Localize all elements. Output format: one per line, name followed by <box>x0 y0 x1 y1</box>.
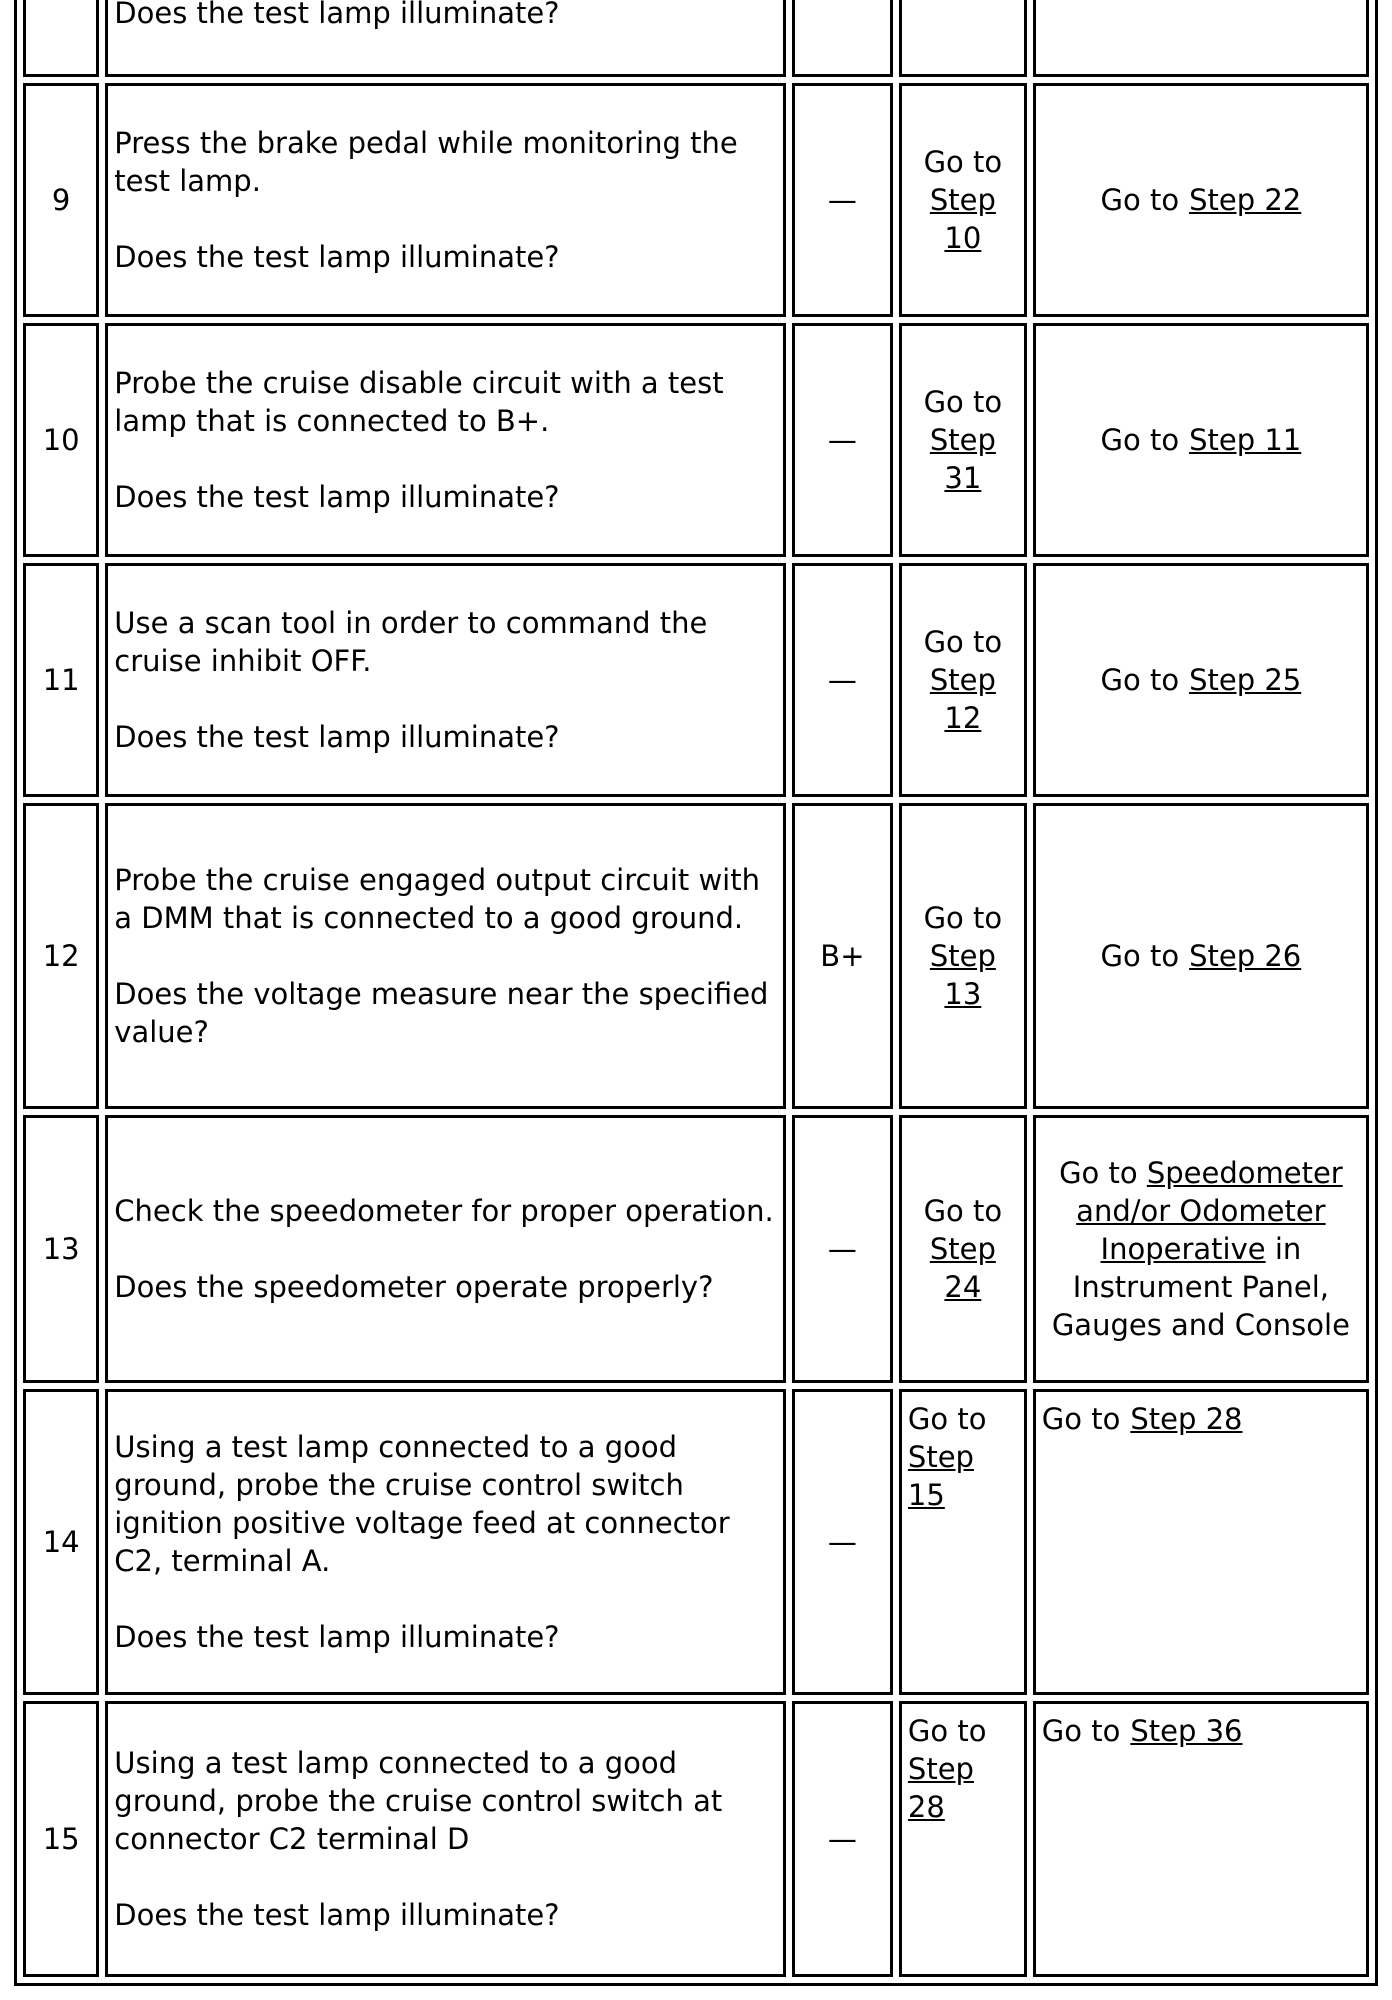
step-number: 10 <box>23 323 99 557</box>
value-cell: — <box>792 323 893 557</box>
no-prefix: Go to <box>1059 1156 1138 1190</box>
action-instruction: Using a test lamp connected to a good ground, probe the cruise control switch ignition positive voltage feed at connector C2, terminal A. <box>114 1430 730 1578</box>
yes-cell <box>899 563 1027 797</box>
yes-prefix: Go to <box>923 625 1003 659</box>
action-question: Does the test lamp illuminate? <box>114 0 560 30</box>
yes-prefix: Go to <box>923 1194 1003 1228</box>
yes-link[interactable]: Step 24 <box>929 1232 996 1304</box>
no-cell <box>1033 323 1369 557</box>
no-link[interactable]: Step 28 <box>1130 1402 1243 1436</box>
yes-prefix: Go to <box>907 1714 987 1748</box>
no-suffix: in Instrument Panel, Gauges and Console <box>1051 1232 1350 1342</box>
action-question: Does the test lamp illuminate? <box>114 720 560 754</box>
no-cell <box>1033 1389 1369 1695</box>
no-cell <box>1033 83 1369 317</box>
page <box>14 0 1378 2000</box>
no-link[interactable]: Step 11 <box>1189 423 1302 457</box>
yes-cell <box>899 1701 1027 1977</box>
step-action <box>105 0 786 77</box>
action-instruction: Using a test lamp connected to a good ground, probe the cruise control switch at connector C2 terminal D <box>114 1746 723 1856</box>
table-row <box>23 1701 1369 1977</box>
speedometer-odometer-link[interactable]: Speedometer and/or Odometer Inoperative <box>1076 1156 1343 1266</box>
yes-cell <box>899 1389 1027 1695</box>
step-number: 9 <box>23 83 99 317</box>
yes-cell <box>899 83 1027 317</box>
step-number: 11 <box>23 563 99 797</box>
no-prefix: Go to <box>1100 663 1180 697</box>
action-question: Does the test lamp illuminate? <box>114 240 560 274</box>
table-row <box>23 803 1369 1109</box>
value-cell <box>792 0 893 77</box>
value-cell: — <box>792 563 893 797</box>
diagnostic-table <box>14 0 1378 1986</box>
no-link[interactable]: Step 36 <box>1130 1714 1243 1748</box>
no-link[interactable]: Step 25 <box>1189 663 1302 697</box>
step-action <box>105 83 786 317</box>
step-action <box>105 1115 786 1383</box>
step-action <box>105 1389 786 1695</box>
value-cell: — <box>792 1115 893 1383</box>
table-row <box>23 83 1369 317</box>
step-action <box>105 563 786 797</box>
yes-prefix: Go to <box>923 145 1003 179</box>
yes-cell <box>899 0 1027 77</box>
action-question: Does the speedometer operate properly? <box>114 1270 714 1304</box>
value-cell: — <box>792 1701 893 1977</box>
table-row <box>23 0 1369 77</box>
step-number: 13 <box>23 1115 99 1383</box>
yes-cell <box>899 1115 1027 1383</box>
step-number: 12 <box>23 803 99 1109</box>
value-cell: B+ <box>792 803 893 1109</box>
no-prefix: Go to <box>1041 1402 1121 1436</box>
table-row <box>23 1115 1369 1383</box>
action-question: Does the voltage measure near the specified value? <box>114 977 769 1049</box>
step-number <box>23 0 99 77</box>
no-cell <box>1033 563 1369 797</box>
yes-link[interactable]: Step 10 <box>929 183 996 255</box>
yes-prefix: Go to <box>907 1402 987 1436</box>
value-cell: — <box>792 1389 893 1695</box>
yes-cell <box>899 803 1027 1109</box>
yes-link[interactable]: Step 15 <box>907 1440 974 1512</box>
yes-prefix: Go to <box>923 901 1003 935</box>
action-instruction: Use a scan tool in order to command the cruise inhibit OFF. <box>114 606 708 678</box>
action-question: Does the test lamp illuminate? <box>114 1898 560 1932</box>
action-instruction: Probe the cruise disable circuit with a test lamp that is connected to B+. <box>114 366 724 438</box>
action-question: Does the test lamp illuminate? <box>114 480 560 514</box>
yes-link[interactable]: Step 12 <box>929 663 996 735</box>
yes-link[interactable]: Step 13 <box>929 939 996 1011</box>
no-prefix: Go to <box>1100 183 1180 217</box>
yes-link[interactable]: Step 28 <box>907 1752 974 1824</box>
yes-cell <box>899 323 1027 557</box>
action-instruction: Probe the cruise engaged output circuit with a DMM that is connected to a good ground. <box>114 863 760 935</box>
no-link[interactable]: Step 26 <box>1189 939 1302 973</box>
value-cell: — <box>792 83 893 317</box>
no-prefix: Go to <box>1041 1714 1121 1748</box>
table-row <box>23 563 1369 797</box>
step-number: 15 <box>23 1701 99 1977</box>
no-cell <box>1033 1115 1369 1383</box>
step-action <box>105 803 786 1109</box>
no-cell <box>1033 0 1369 77</box>
no-prefix: Go to <box>1100 939 1180 973</box>
step-number: 14 <box>23 1389 99 1695</box>
no-cell <box>1033 803 1369 1109</box>
action-instruction: Press the brake pedal while monitoring the test lamp. <box>114 126 738 198</box>
no-prefix: Go to <box>1100 423 1180 457</box>
no-cell <box>1033 1701 1369 1977</box>
table-row <box>23 1389 1369 1695</box>
action-instruction: Check the speedometer for proper operation. <box>114 1194 774 1228</box>
yes-link[interactable]: Step 31 <box>929 423 996 495</box>
yes-prefix: Go to <box>923 385 1003 419</box>
step-action <box>105 323 786 557</box>
no-link[interactable]: Step 22 <box>1189 183 1302 217</box>
step-action <box>105 1701 786 1977</box>
action-question: Does the test lamp illuminate? <box>114 1620 560 1654</box>
table-row <box>23 323 1369 557</box>
